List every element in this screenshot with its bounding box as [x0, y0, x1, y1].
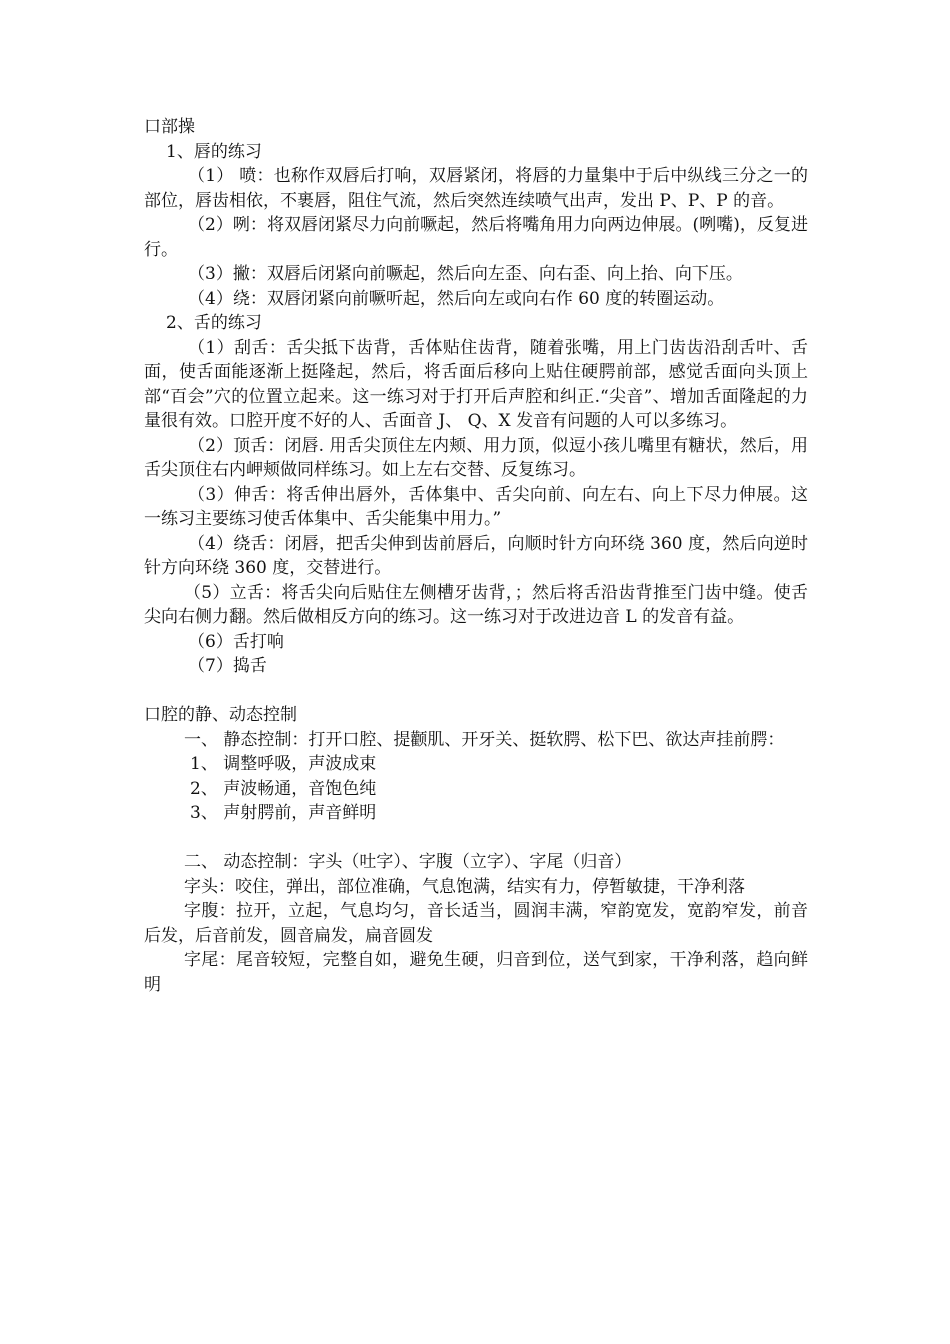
dynamic-control-heading: 二、 动态控制：字头（吐字）、字腹（立字）、字尾（归音） — [184, 852, 632, 872]
section-title-oral-control: 口腔的静、动态控制 — [144, 705, 297, 725]
tongue-item-7: （7）捣舌 — [188, 656, 267, 676]
lips-item-3: （3）撇：双唇后闭紧向前噘起，然后向左歪、向右歪、向上抬、向下压。 — [188, 264, 743, 284]
section-title-mouth-exercises: 口部操 — [144, 117, 195, 137]
static-list-item-2: 2、 声波畅通，音饱色纯 — [190, 778, 377, 799]
document-body — [144, 115, 808, 997]
tongue-item-1: （1）刮舌：舌尖抵下齿背，舌体贴住齿背，随着张嘴，用上门齿齿沿刮舌叶、舌面，使舌面能逐渐上挺隆起，然后，将舌面后移向上贴住硬腭前部，感觉舌面向头顶上部“百会”穴的位置立起来。这一练习对于打开后声腔和纠正.“尖音”、增加舌面隆起的力量很有效。口腔开度不好的人、舌面音 J、 Q、X 发音有问题的人可以多练习。 — [144, 337, 808, 431]
lips-item-1: （1） 喷：也称作双唇后打响，双唇紧闭，将唇的力量集中于后中纵线三分之一的部位，唇齿相依，不裹唇，阻住气流，然后突然连续喷气出声，发出 P、P、P 的音。 — [144, 166, 808, 211]
tongue-item-5: （5）立舌：将舌尖向后贴住左侧槽牙齿背，；然后将舌沿齿背推至门齿中缝。使舌尖向右侧力翻。然后做相反方向的练习。这一练习对于改进边音 L 的发音有益。 — [144, 582, 808, 627]
tongue-heading: 2、舌的练习 — [166, 313, 262, 333]
dynamic-belly-text: 字腹：拉开，立起，气息均匀，音长适当，圆润丰满，窄韵宽发，宽韵窄发，前音后发，后音前发，圆音扁发，扁音圆发 — [144, 901, 808, 946]
section-gap — [144, 679, 808, 704]
tongue-item-6: （6）舌打响 — [188, 631, 284, 652]
tongue-item-4: （4）绕舌：闭唇，把舌尖伸到齿前唇后，向顺时针方向环绕 360 度，然后向逆时针方向环绕 360 度，交替进行。 — [144, 533, 808, 578]
dynamic-head-text: 字头：咬住，弹出，部位准确，气息饱满，结实有力，停暂敏捷，干净利落 — [184, 876, 745, 897]
dynamic-tail-text: 字尾：尾音较短，完整自如，避免生硬，归音到位，送气到家，干净利落，趋向鲜明 — [144, 950, 808, 995]
subsection-gap — [144, 826, 808, 851]
lips-item-4: （4）绕：双唇闭紧向前噘听起，然后向左或向右作 60 度的转圈运动。 — [188, 288, 725, 309]
static-list-item-1: 1、 调整呼吸，声波成束 — [190, 754, 377, 774]
lips-heading: 1、唇的练习 — [166, 141, 262, 162]
lips-item-2: （2）咧：将双唇闭紧尽力向前噘起，然后将嘴角用力向两边伸展。(咧嘴)，反复进行。 — [144, 215, 808, 260]
static-control-text: 一、 静态控制：打开口腔、提颧肌、开牙关、挺软腭、松下巴、欲达声挂前腭： — [184, 729, 785, 750]
tongue-item-2: （2）顶舌：闭唇. 用舌尖顶住左内颊、用力顶，似逗小孩儿嘴里有糖状，然后，用舌尖顶住右内岬颊做同样练习。如上左右交替、反复练习。 — [144, 435, 808, 480]
tongue-item-3: （3）伸舌：将舌伸出唇外，舌体集中、舌尖向前、向左右、向上下尽力伸展。这一练习主要练习使舌体集中、舌尖能集中用力。” — [144, 484, 808, 529]
static-list-item-3: 3、 声射腭前，声音鲜明 — [190, 803, 377, 823]
